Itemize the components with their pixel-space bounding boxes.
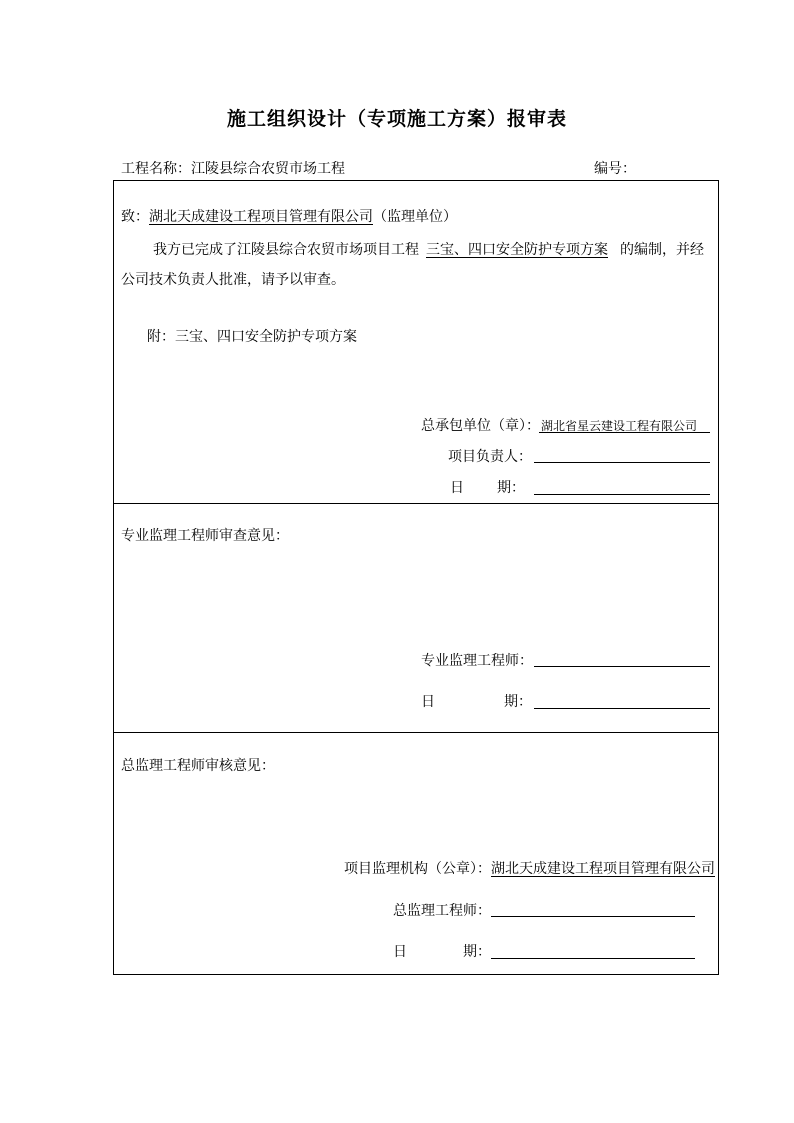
body-suffix: 的编制，并经: [620, 242, 704, 258]
document-title: 施工组织设计（专项施工方案）报审表: [226, 108, 567, 130]
engineer-review-heading: 专业监理工程师审查意见：: [121, 528, 289, 544]
date-line-s2: [534, 708, 710, 709]
section-divider-1: [113, 503, 719, 504]
supervision-unit-suffix: （监理单位）: [373, 209, 457, 225]
attachment-note: 附：三宝、四口安全防护专项方案: [147, 329, 357, 345]
manager-signature-line: [534, 462, 710, 463]
date-label-1-s3: 日: [393, 944, 407, 960]
contractor-label: 总承包单位（章）：: [421, 418, 540, 434]
body-line-1: [153, 242, 704, 258]
contractor-row: [421, 418, 540, 434]
section-divider-2: [113, 732, 719, 733]
date-line-s3: [491, 958, 695, 959]
date-label-2-s2: 期：: [504, 694, 532, 710]
addressee-label: 致：: [121, 209, 149, 225]
project-name-value: 江陵县综合农贸市场工程: [191, 161, 345, 177]
date-line-s1: [534, 494, 710, 495]
contractor-value: 湖北省星云建设工程有限公司: [541, 419, 698, 433]
supervision-org-value: 湖北天成建设工程项目管理有限公司: [491, 861, 715, 877]
manager-label: 项目负责人：: [448, 449, 532, 465]
date-label-1-s1: 日: [450, 480, 464, 496]
supervision-org-row: [344, 861, 715, 877]
body-line-2: 公司技术负责人批准，请予以审查。: [121, 272, 345, 288]
plan-name: 三宝、四口安全防护专项方案: [426, 242, 608, 258]
date-label-2-s3: 期：: [463, 944, 491, 960]
number-label: 编号：: [594, 161, 636, 177]
engineer-label: 专业监理工程师：: [421, 653, 533, 669]
body-prefix: 我方已完成了江陵县综合农贸市场项目工程: [153, 242, 419, 258]
date-label-1-s2: 日: [421, 694, 435, 710]
contractor-underline: [539, 432, 710, 433]
form-box: [113, 180, 719, 975]
chief-engineer-signature-line: [491, 916, 695, 917]
addressee-line: [121, 209, 457, 225]
project-name-label: 工程名称：: [121, 161, 191, 177]
date-label-2-s1: 期：: [497, 480, 525, 496]
supervision-unit-name: 湖北天成建设工程项目管理有限公司: [149, 209, 373, 225]
supervision-org-label: 项目监理机构（公章）：: [344, 861, 491, 877]
project-name-row: [121, 161, 345, 177]
chief-engineer-label: 总监理工程师：: [393, 903, 491, 919]
chief-review-heading: 总监理工程师审核意见：: [121, 758, 275, 774]
engineer-signature-line: [534, 666, 710, 667]
